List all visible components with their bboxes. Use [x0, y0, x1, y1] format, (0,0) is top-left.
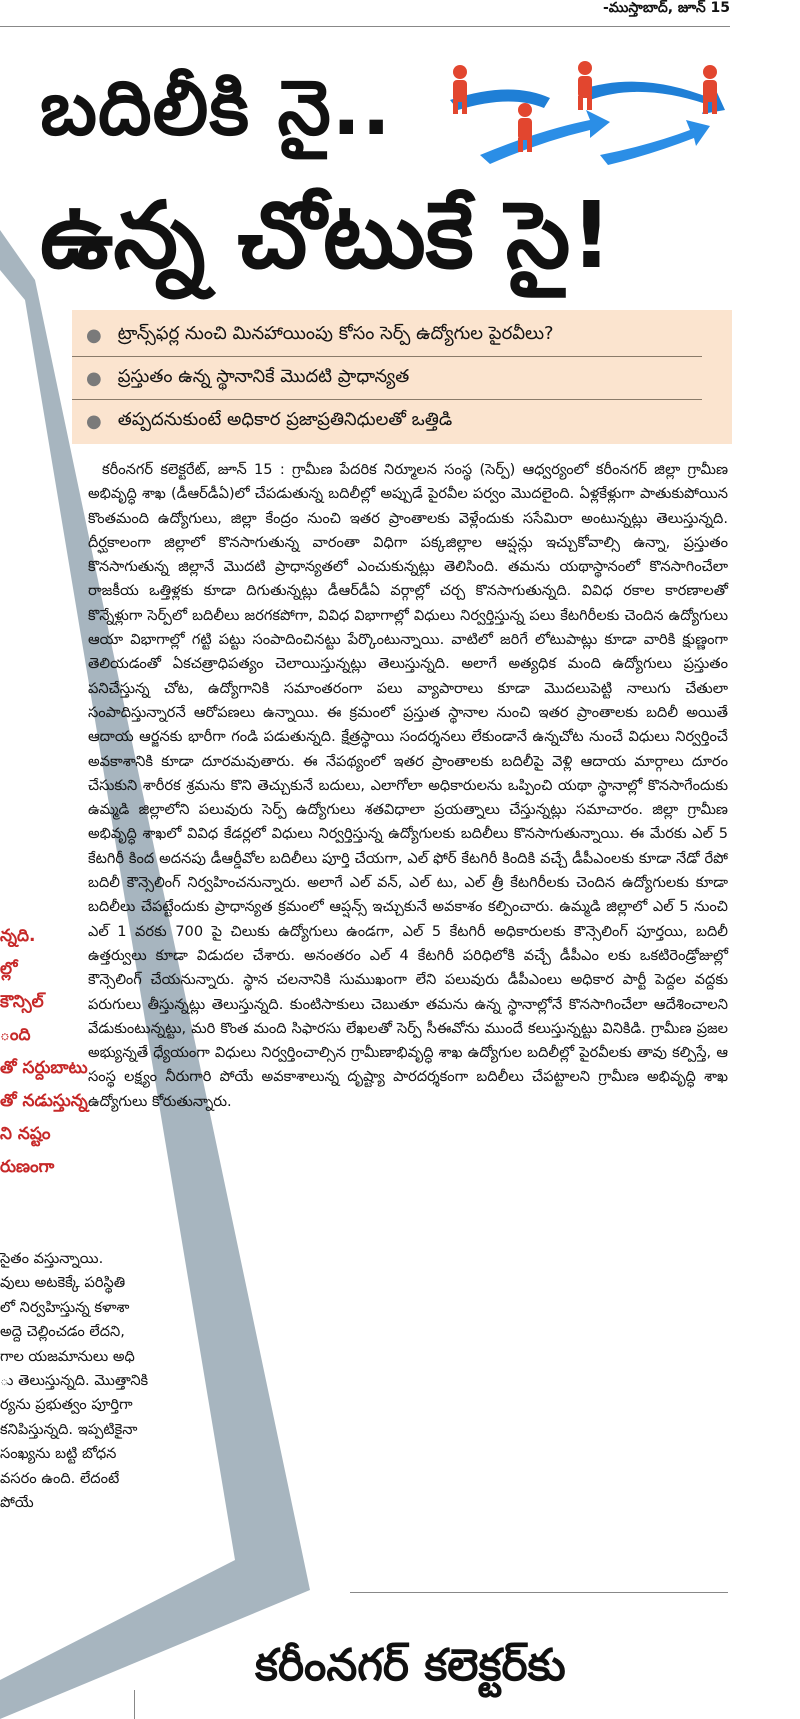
text-fragment: వులు అటకెక్కే పరిస్థితి	[0, 1274, 126, 1292]
red-fragment: ల్లో	[0, 959, 18, 979]
red-fragment: కౌన్సిల్	[0, 992, 44, 1012]
text-fragment: వసరం ఉంది. లేదంటే	[0, 1469, 120, 1487]
text-fragment: సైతం వస్తున్నాయి.	[0, 1250, 104, 1267]
highlight-item	[72, 400, 702, 442]
left-text-column	[0, 1247, 200, 1515]
headline-line2: ఉన్న చోటుకే సై!	[40, 182, 613, 289]
red-fragment: రుణంగా	[0, 1157, 55, 1177]
dateline: -ముస్తాబాద్, జూన్ 15	[602, 0, 730, 16]
top-divider	[0, 26, 730, 27]
text-fragment: కనిపిస్తున్నది. ఇప్పటికైనా	[0, 1420, 138, 1438]
highlights-box	[72, 310, 732, 444]
red-fragment: ని నష్టం	[0, 1124, 51, 1144]
highlight-text: ట్రాన్స్‌ఫర్ల నుంచి మినహాయింపు కోసం సెర్ప్ ఉద్యోగుల పైరవీలు?	[117, 322, 554, 344]
red-fragment: ంది	[0, 1025, 31, 1045]
headline-line1: బదిలీకి నై..	[40, 63, 392, 152]
left-red-column	[0, 920, 110, 1184]
bottom-divider	[350, 1592, 728, 1593]
bullet-icon: ●	[86, 367, 102, 389]
bullet-icon: ●	[86, 410, 102, 432]
highlight-item	[72, 357, 702, 400]
text-fragment: ర్యను ప్రభుత్వం పూర్తిగా	[0, 1396, 133, 1414]
text-fragment: గాల యజమానులు అధి	[0, 1347, 135, 1365]
bullet-icon: ●	[86, 324, 102, 346]
text-fragment: ు తెలుస్తున్నది. మొత్తానికి	[0, 1372, 149, 1390]
text-fragment: పోయే	[0, 1494, 34, 1512]
highlight-text: ప్రస్తుతం ఉన్న స్థానానికే మొదటి ప్రాధాన్యత	[117, 365, 410, 387]
people-arrows-illustration	[440, 60, 730, 170]
red-fragment: తో నడుస్తున్న	[0, 1091, 88, 1111]
article-body	[88, 458, 728, 1114]
article-text: కరీంనగర్ కలెక్టరేట్, జూన్ 15 : గ్రామీణ పేదరిక నిర్మూలన సంస్థ (సెర్ప్) ఆధ్వర్యంలో కరీంనగర్ జిల్లా గ్రామీణ అభివృద్ధి శాఖ (డీఆర్‌డీఏ)లో చేపడుతున్న బదిలీల్లో అప్పుడే పైరవీల పర్వం మొదలైంది. ఏళ్లకేళ్లుగా పాతుకుపోయిన కొంతమంది ఉద్యోగులు, జిల్లా కేంద్రం నుంచి ఇతర ప్రాంతాలకు వెళ్లేందుకు ససేమిరా అంటున్నట్లు తెలుస్తున్నది. దీర్ఘకాలంగా జిల్లాలో కొనసాగుతున్న వారంతా విధిగా పక్కజిల్లాల ఆప్షన్లు ఇచ్చుకోవాల్సి ఉన్నా, ప్రస్తుతం కొనసాగుతున్న జిల్లానే మొదటి ప్రాధాన్యతలో ఎంచుకున్నట్లు తెలిసింది. తమను యథాస్థానంలో కొనసాగించేలా రాజకీయ ఒత్తిళ్లకు కూడా దిగుతున్నట్లు డీఆర్‌డీఏ వర్గాల్లో చర్చ కొనసాగుతున్నది. వివిధ రకాల కారణాలతో కొన్నేళ్లుగా సెర్ప్‌లో బదిలీలు జరగకపోగా, వివిధ విభాగాల్లో విధులు నిర్వర్తిస్తున్న పలు కేటగిరీలకు చెందిన ఉద్యోగులు ఆయా విభాగాల్లో గట్టి పట్టు సంపాదించినట్టు పేర్కొంటున్నాయి. వాటిలో జరిగే లోటుపాట్లు కూడా వారికి క్షుణ్ణంగా తెలియడంతో ఏకచత్రాధిపత్యం చెలాయిస్తున్నట్లు తెలుస్తున్నది. అలాగే అత్యధిక మంది ఉద్యోగులు ప్రస్తుతం పనిచేస్తున్న చోట, ఉద్యోగానికి సమాంతరంగా పలు వ్యాపారాలు కూడా మొదలుపెట్టి నాలుగు చేతులా సంపాదిస్తున్నారనే ఆరోపణలు ఉన్నాయి. ఈ క్రమంలో ప్రస్తుత స్థానాల నుంచి ఇతర ప్రాంతాలకు బదిలీ అయితే ఆదాయ ఆర్జనకు భారీగా గండి పడుతున్నది. క్షేత్రస్థాయి సందర్శనలు లేకుండానే ఉన్నచోట నుంచే విధులు నిర్వర్తించే అవకాశానికి కూడా దూరమవుతారు. ఈ నేపథ్యంలో ఇతర ప్రాంతాలకు బదిలీపై వెళ్లి ఆదాయ మార్గాలు దూరం చేసుకుని శారీరక శ్రమను కొని తెచ్చుకునే బదులు, ఎలాగోలా అధికారులను ఒప్పించి యథా స్థానాల్లో కొనసాగేందుకు ఉమ్మడి జిల్లాలోని పలువురు సెర్ప్ ఉద్యోగులు శతవిధాలా ప్రయత్నాలు చేస్తున్నట్లు సమాచారం. జిల్లా గ్రామీణ అభివృద్ధి శాఖలో వివిధ కేడర్లలో విధులు నిర్వర్తిస్తున్న ఉద్యోగులకు బదిలీలు కొనసాగుతున్నాయి. ఈ మేరకు ఎల్ 5 కేటగిరీ కింద అదనపు డీఆర్డీవోల బదిలీలు పూర్తి చేయగా, ఎల్ ఫోర్ కేటగిరీ కిందికి వచ్చే డీపీఎంలకు కూడా నేడో రేపో బదిలీ కౌన్సెలింగ్ నిర్వహించనున్నారు. అలాగే ఎల్ వన్, ఎల్ టు, ఎల్ త్రీ కేటగిరీలకు చెందిన ఉద్యోగులకు కూడా బదిలీలు చేపట్టేందుకు ప్రాధాన్యత క్రమంలో ఆప్షన్స్ ఇచ్చుకునే అవకాశం కల్పించారు. ఉమ్మడి జిల్లాలో ఎల్ 5 నుంచి ఎల్ 1 వరకు 700 పై చిలుకు ఉద్యోగులు ఉండగా, ఎల్ 5 కేటగిరీ అధికారులకు కౌన్సెలింగ్ పూర్తయి, బదిలీ ఉత్తర్వులు కూడా విడుదల చేశారు. అనంతరం ఎల్ 4 కేటగిరీ పరిధిలోకి వచ్చే డీపీఎం లకు ఒకటిరెండ్రోజుల్లో కౌన్సెలింగ్ చేయనున్నారు. స్థాన చలనానికి సుముఖంగా లేని పలువురు డీపీఎంలు అధికార పార్టీ పెద్దల వద్దకు పరుగులు తీస్తున్నట్లు తెలుస్తున్నది. కుంటిసాకులు చెబుతూ తమను ఉన్న స్థానాల్లోనే కొనసాగించేలా ఆదేశించాలని వేడుకుంటున్నట్టు, మరి కొంత మంది సిఫారసు లేఖలతో సెర్ప్ సీఈవోను ముందే కలుస్తున్నట్టు వినికిడి. గ్రామీణ ప్రజల అభ్యున్నతే ధ్యేయంగా విధులు నిర్వర్తించాల్సిన గ్రామీణాభివృద్ధి శాఖ ఉద్యోగుల బదిలీల్లో పైరవీలకు తావు కల్పిస్తే, ఆ సంస్థ లక్ష్యం నీరుగారి పోయే అవకాశాలున్న దృష్ట్యా పారదర్శకంగా బదిలీలు చేపట్టాలని గ్రామీణ అభివృద్ధి శాఖ ఉద్యోగులు కోరుతున్నారు.	[88, 461, 728, 1110]
highlight-text: తప్పదనుకుంటే అధికార ప్రజాప్రతినిధులతో ఒత్తిడి	[117, 408, 453, 430]
red-fragment: తో సర్దుబాటు	[0, 1058, 88, 1078]
red-fragment: న్నది.	[0, 926, 36, 946]
next-headline: కరీంనగర్ కలెక్టర్‌కు	[255, 1640, 566, 1691]
text-fragment: లో నిర్వహిస్తున్న కళాశా	[0, 1298, 130, 1316]
highlight-item	[72, 314, 702, 357]
column-rule	[134, 1690, 135, 1719]
text-fragment: అద్దె చెల్లించడం లేదని,	[0, 1323, 125, 1341]
text-fragment: సంఖ్యను బట్టి బోధన	[0, 1445, 117, 1463]
